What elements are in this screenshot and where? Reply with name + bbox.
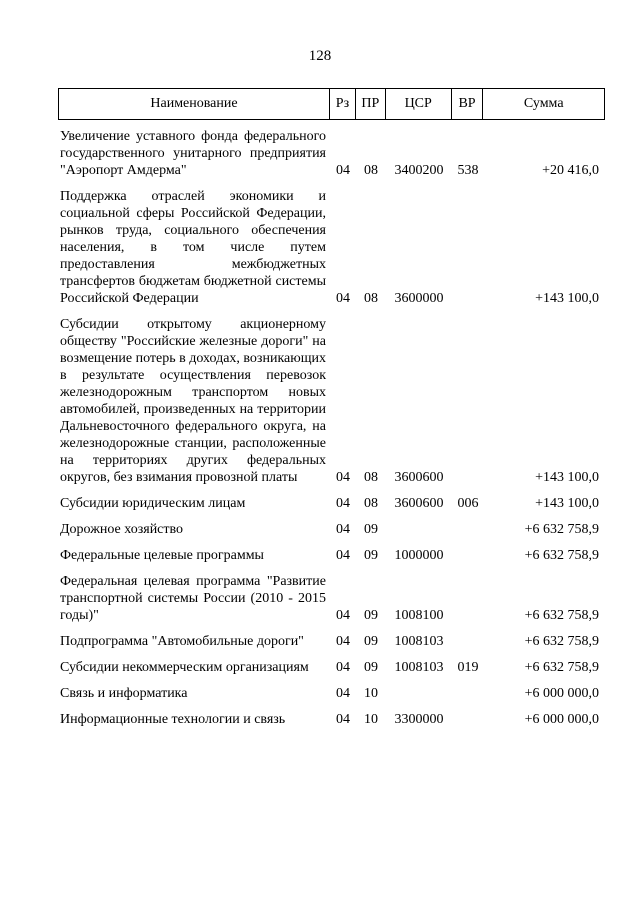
row-pr: 08 bbox=[364, 163, 378, 178]
row-name: Субсидии некоммерческим организациям bbox=[60, 660, 309, 675]
row-vr: 006 bbox=[457, 496, 479, 511]
row-rz: 04 bbox=[336, 660, 350, 675]
table-row bbox=[58, 547, 605, 564]
header-sum: Сумма bbox=[523, 96, 564, 111]
row-sum: +6 632 758,9 bbox=[524, 608, 599, 623]
row-rz: 04 bbox=[336, 608, 350, 623]
row-sum: +6 632 758,9 bbox=[524, 660, 599, 675]
row-name: Увеличение уставного фонда федерального государственного унитарного предприятия "Аэропорт Амдерма" bbox=[60, 129, 326, 178]
row-pr: 09 bbox=[364, 548, 378, 563]
row-sum: +6 632 758,9 bbox=[524, 522, 599, 537]
row-rz: 04 bbox=[336, 548, 350, 563]
row-pr: 09 bbox=[364, 660, 378, 675]
row-name: Информационные технологии и связь bbox=[60, 712, 286, 727]
row-name: Поддержка отраслей экономики и социальной сферы Российской Федерации, рынков труда, социального обеспечения населения, в том числе путем предоставления межбюджетных трансфертов бюджетам бюджетной системы Российской Федерации bbox=[60, 189, 326, 306]
row-sum: +143 100,0 bbox=[535, 291, 599, 306]
table-row bbox=[58, 633, 605, 650]
row-pr: 09 bbox=[364, 608, 378, 623]
row-sum: +143 100,0 bbox=[535, 470, 599, 485]
row-name: Федеральные целевые программы bbox=[60, 548, 264, 563]
row-csr: 1008103 bbox=[394, 660, 444, 675]
row-pr: 10 bbox=[364, 686, 378, 701]
page-number: 128 bbox=[308, 48, 332, 64]
row-pr: 08 bbox=[364, 470, 378, 485]
row-csr: 3300000 bbox=[394, 712, 444, 727]
header-pr: ПР bbox=[356, 89, 386, 119]
header-vr: ВР bbox=[452, 89, 484, 119]
row-vr: 538 bbox=[457, 163, 479, 178]
row-rz: 04 bbox=[336, 686, 350, 701]
row-name: Дорожное хозяйство bbox=[60, 522, 184, 537]
table-row bbox=[58, 711, 605, 728]
row-rz: 04 bbox=[336, 634, 350, 649]
row-csr: 3400200 bbox=[394, 163, 444, 178]
row-csr: 3600600 bbox=[394, 470, 444, 485]
row-name: Субсидии юридическим лицам bbox=[60, 496, 246, 511]
table-header bbox=[58, 88, 605, 120]
row-csr: 3600600 bbox=[394, 496, 444, 511]
row-sum: +6 632 758,9 bbox=[524, 634, 599, 649]
table-row bbox=[58, 495, 605, 512]
row-pr: 08 bbox=[364, 496, 378, 511]
row-pr: 09 bbox=[364, 634, 378, 649]
table-row bbox=[58, 685, 605, 702]
row-sum: +20 416,0 bbox=[542, 163, 599, 178]
row-sum: +143 100,0 bbox=[535, 496, 599, 511]
row-csr: 1008100 bbox=[394, 608, 444, 623]
row-csr: 1000000 bbox=[394, 548, 444, 563]
header-rz: Рз bbox=[330, 89, 356, 119]
row-sum: +6 000 000,0 bbox=[524, 712, 599, 727]
row-csr: 3600000 bbox=[394, 291, 444, 306]
table-row bbox=[58, 573, 605, 624]
row-name: Связь и информатика bbox=[60, 686, 188, 701]
row-vr: 019 bbox=[457, 660, 479, 675]
table-row bbox=[58, 521, 605, 538]
row-rz: 04 bbox=[336, 470, 350, 485]
table-row bbox=[58, 659, 605, 676]
table-row bbox=[58, 316, 605, 486]
table-body bbox=[58, 128, 605, 737]
row-name: Подпрограмма "Автомобильные дороги" bbox=[60, 634, 304, 649]
row-name: Субсидии открытому акционерному обществу "Российские железные дороги" на возмещение потерь в доходах, возникающих в результате осуществления перевозок железнодорожным транспортом новых автомобилей, произведенных на территории Дальневосточного федерального округа, на железнодорожные станции, расположенные на территориях других федеральных округов, без взимания провозной платы bbox=[60, 317, 326, 485]
table-row bbox=[58, 188, 605, 307]
row-name: Федеральная целевая программа "Развитие транспортной системы России (2010 - 2015 годы)" bbox=[60, 574, 326, 623]
row-rz: 04 bbox=[336, 712, 350, 727]
table-row bbox=[58, 128, 605, 179]
row-rz: 04 bbox=[336, 522, 350, 537]
row-csr: 1008103 bbox=[394, 634, 444, 649]
row-rz: 04 bbox=[336, 291, 350, 306]
row-pr: 09 bbox=[364, 522, 378, 537]
row-sum: +6 000 000,0 bbox=[524, 686, 599, 701]
row-pr: 08 bbox=[364, 291, 378, 306]
header-csr: ЦСР bbox=[386, 89, 452, 119]
row-rz: 04 bbox=[336, 496, 350, 511]
row-sum: +6 632 758,9 bbox=[524, 548, 599, 563]
row-pr: 10 bbox=[364, 712, 378, 727]
header-name: Наименование bbox=[59, 89, 330, 119]
row-rz: 04 bbox=[336, 163, 350, 178]
